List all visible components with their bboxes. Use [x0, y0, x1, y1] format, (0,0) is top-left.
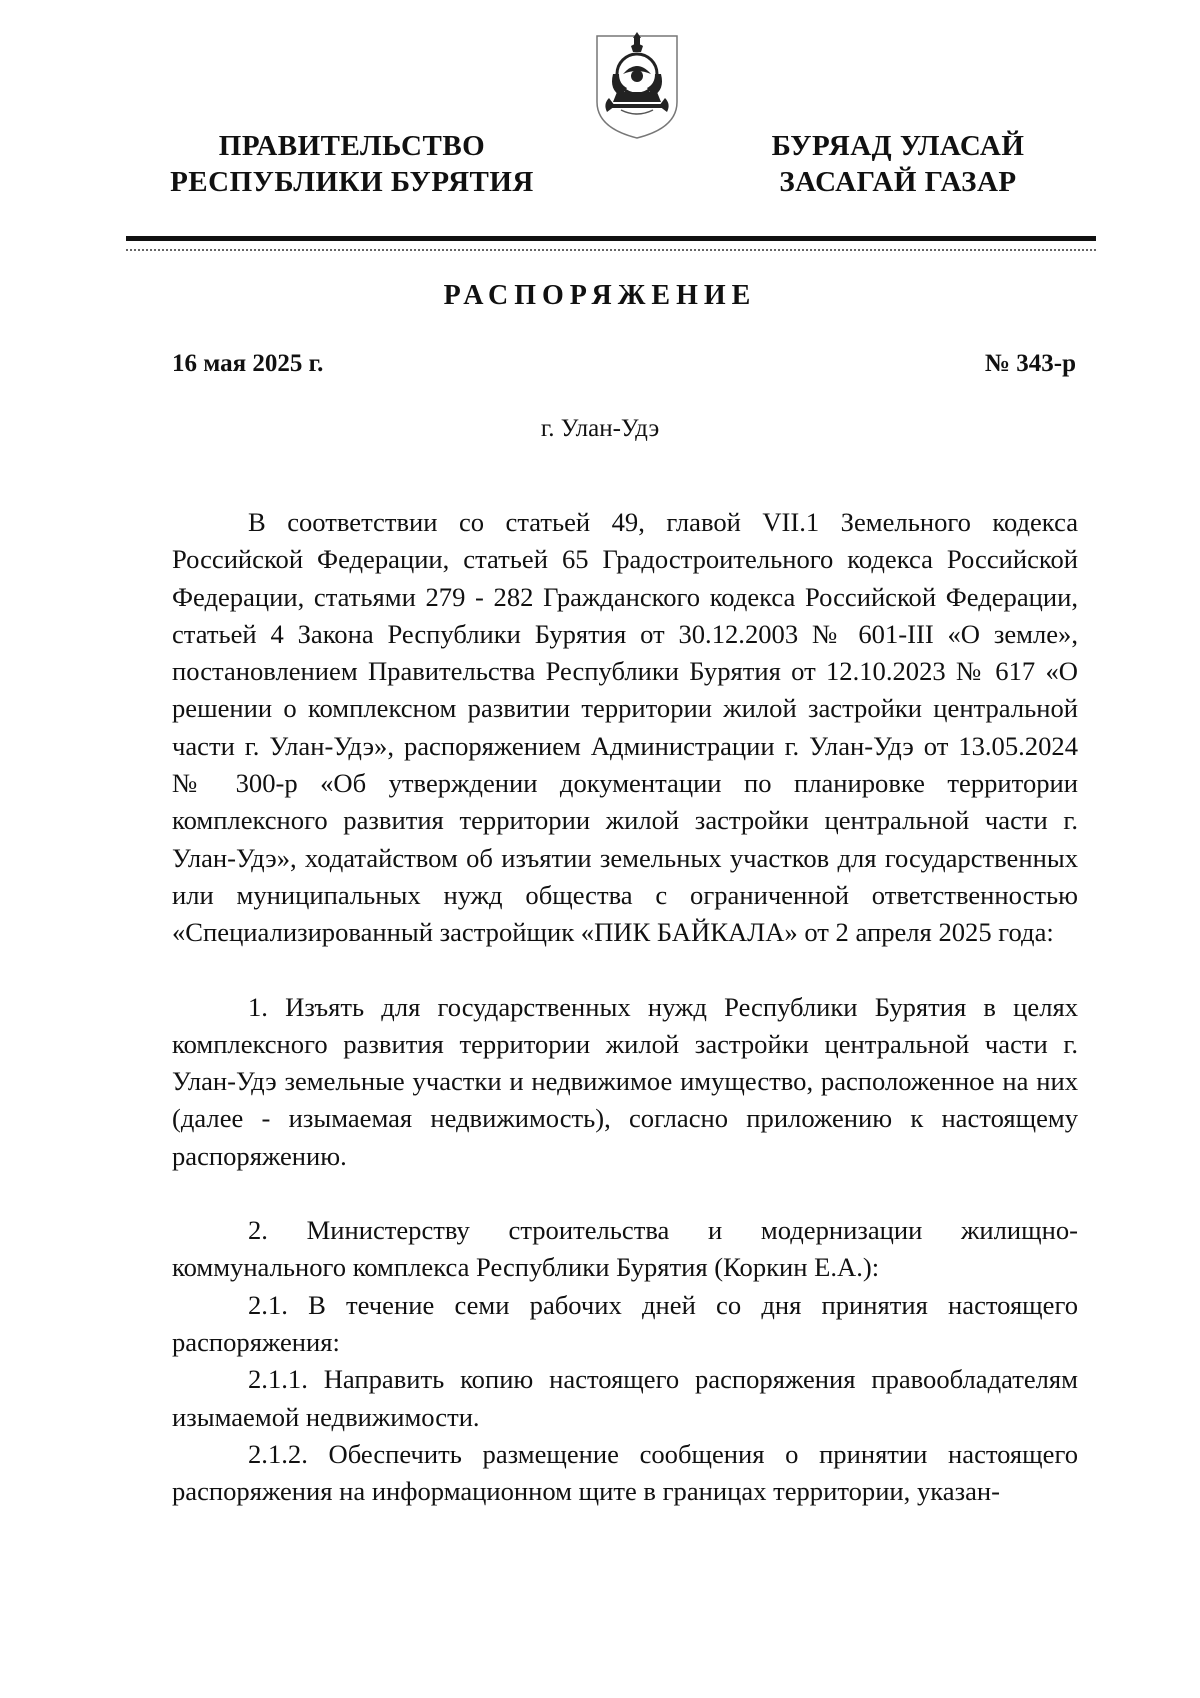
preamble-paragraph: В соответствии со статьей 49, главой VII.1 Земельного кодекса Российской Федерации, статьей 65 Градостроительного кодекса Российской Федерации, статьями 279 - 282 Гражданского кодекса Российской Федерации, статьей 4 Закона Республики Бурятия от 30.12.2003 № 601-III «О земле», постановлением Правительства Республики Бурятия от 12.10.2023 № 617 «О решении о комплексном развитии территории жилой застройки центральной части г. Улан-Удэ», распоряжением Администрации г. Улан-Удэ от 13.05.2024 № 300-р «Об утверждении документации по планировке территории комплексного развития территории жилой застройки центральной части г. Улан-Удэ», ходатайством об изъятии земельных участков для государственных или муниципальных нужд общества с ограниченной ответственностью «Специализированный застройщик «ПИК БАЙКАЛА» от 2 апреля 2025 года: — [172, 507, 1078, 948]
item-1-paragraph: 1. Изъять для государственных нужд Республики Бурятия в целях комплексного развития территории жилой застройки центральной части г. Улан-Удэ земельные участки и недвижимое имущество, расположенное на них (далее - изымаемая недвижимость), согласно приложению к настоящему распоряжению. — [172, 991, 1078, 1171]
government-name-russian — [162, 128, 542, 200]
item-2-paragraph: 2. Министерству строительства и модернизации жилищно-коммунального комплекса Республики Бурятия (Коркин Е.А.): — [172, 1215, 1078, 1283]
document-city: г. Улан-Удэ — [540, 415, 660, 442]
document-date: 16 мая 2025 г. — [172, 350, 324, 377]
item-2-1-2-paragraph: 2.1.2. Обеспечить размещение сообщения о принятии настоящего распоряжения на информационном щите в границах территории, указан- — [172, 1438, 1078, 1507]
coat-of-arms-icon — [591, 30, 683, 142]
government-name-buryat-line-2: ЗАСАГАЙ ГАЗАР — [779, 166, 1017, 198]
header-divider-thin — [126, 249, 1096, 251]
government-name-line-1: ПРАВИТЕЛЬСТВО — [218, 130, 486, 162]
document-title: РАСПОРЯЖЕНИЕ — [443, 280, 757, 311]
document-body — [172, 504, 1078, 1510]
document-number: № 343-р — [984, 350, 1076, 377]
government-name-buryat — [748, 128, 1048, 200]
item-2-1-1-paragraph: 2.1.1. Направить копию настоящего распоряжения правообладателям изымаемой недвижимости. — [172, 1364, 1078, 1432]
government-name-buryat-line-1: БУРЯАД УЛАСАЙ — [771, 130, 1025, 162]
government-name-line-2: РЕСПУБЛИКИ БУРЯТИЯ — [170, 166, 534, 198]
item-2-1-paragraph: 2.1. В течение семи рабочих дней со дня принятия настоящего распоряжения: — [172, 1289, 1078, 1357]
header-divider-thick — [126, 236, 1096, 241]
